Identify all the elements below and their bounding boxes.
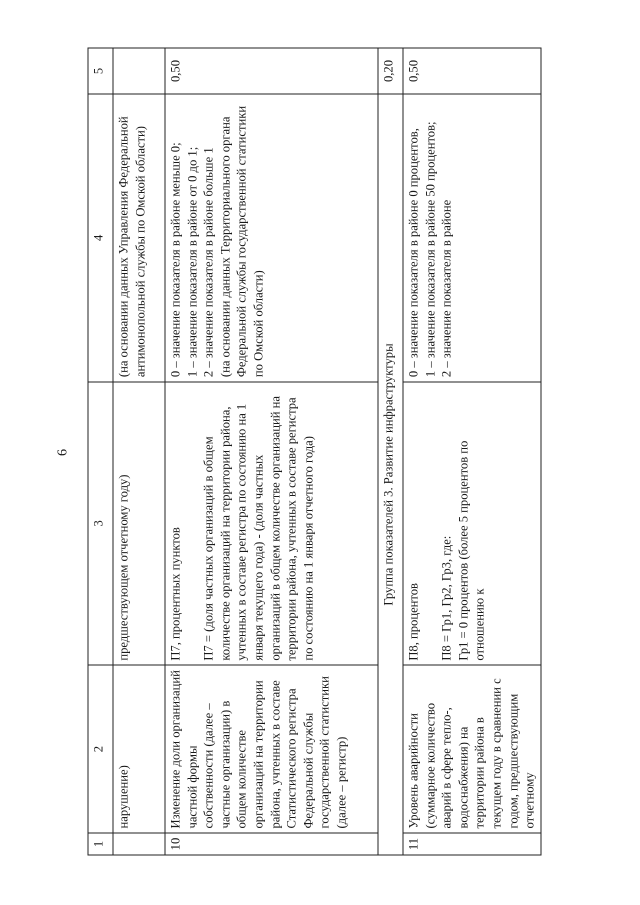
group-weight: 0,20 [378, 48, 403, 94]
evaluation-cell: 0 – значение показателя в районе 0 процентов, 1 – значение показателя в районе 50 процентов; 2 – значение показателя в районе [403, 94, 541, 382]
weight-cell: 0,50 [165, 48, 378, 94]
indicator-cell: Уровень аварийности (суммарное количество аварий в сфере тепло-, водоснабжения) на территории района в текущем году в сравнении с годом, предшествующим отчетному [403, 665, 541, 833]
header-cell-2: 2 [88, 665, 113, 833]
header-cell-3: 3 [88, 382, 113, 666]
formula-cell: П7, процентных пунктов П7 = (доля частных организаций в общем количестве организаций на территории района, учтенных в составе регистра по состоянию на 1 января текущего года) - (доля частных организаций в общем количестве организаций на территории района, учтенных в составе регистра по состоянию на 1 января отчетного года) [165, 382, 378, 666]
indicator-cell: нарушение) [113, 665, 165, 833]
row-number: 11 [403, 833, 541, 855]
table-row [113, 48, 165, 855]
evaluation-cell: (на основании данных Управления Федеральной антимонопольной службы по Омской области) [113, 94, 165, 382]
formula-cell: П8, процентов П8 = Гр1, Гр2, Гр3, где: Гр1 = 0 процентов (более 5 процентов по отношению к [403, 382, 541, 666]
header-row [88, 48, 113, 855]
indicator-cell: Изменение доли организаций частной формы собственности (далее – частные организации) в общем количестве организаций на территории района, учтенных в составе Статистического регистра Федеральной службы государственной статистики (далее – регистр) [165, 665, 378, 833]
row-number: 10 [165, 833, 378, 855]
weight-cell [113, 48, 165, 94]
formula-cell: предшествующем отчетному году) [113, 382, 165, 666]
row-number [113, 833, 165, 855]
page-number: 6 [55, 449, 71, 456]
table-row [403, 48, 541, 855]
header-cell-4: 4 [88, 94, 113, 382]
table-row [165, 48, 378, 855]
group-label: Группа показателей 3. Развитие инфраструктуры [378, 94, 403, 855]
header-cell-1: 1 [88, 833, 113, 855]
evaluation-cell: 0 – значение показателя в районе меньше 0; 1 – значение показателя в районе от 0 до 1; 2 – значение показателя в районе больше 1 (на основании данных Территориального органа Федеральной службы государственной статистики по Омской области) [165, 94, 378, 382]
weight-cell: 0,50 [403, 48, 541, 94]
rotated-page [48, 38, 593, 868]
header-cell-5: 5 [88, 48, 113, 94]
criteria-table [88, 48, 542, 856]
group-header-row [378, 48, 403, 855]
